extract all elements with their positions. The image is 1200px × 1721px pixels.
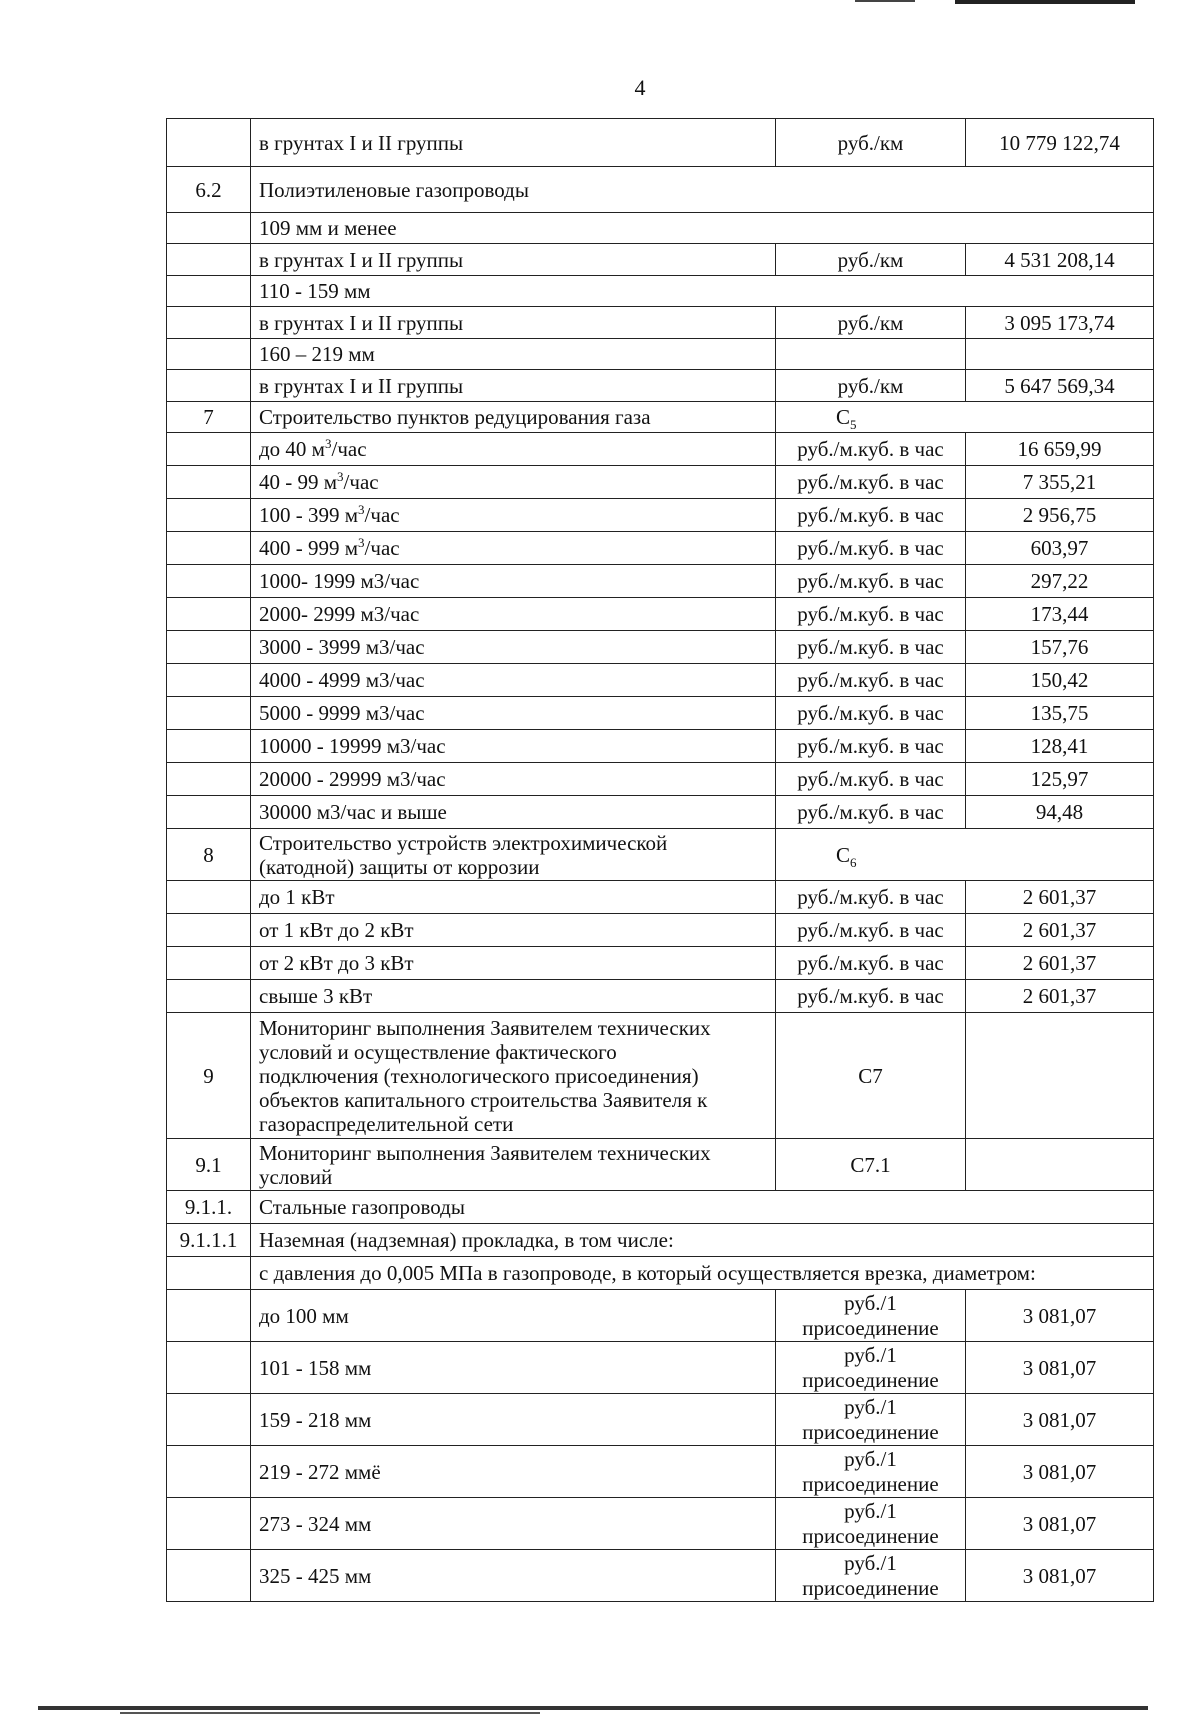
row-code: С7.1 bbox=[776, 1139, 966, 1191]
row-label: 101 - 158 мм bbox=[251, 1342, 776, 1394]
label-text: 400 - 999 м bbox=[259, 536, 359, 560]
row-label: 20000 - 29999 м3/час bbox=[251, 763, 776, 796]
row-unit: руб./км bbox=[776, 244, 966, 276]
row-label: в грунтах I и II группы bbox=[251, 244, 776, 276]
row-label: свыше 3 кВт bbox=[251, 980, 776, 1013]
label-line: газораспределительной сети bbox=[259, 1111, 514, 1136]
row-value: 16 659,99 bbox=[966, 433, 1154, 466]
row-label: 10000 - 19999 м3/час bbox=[251, 730, 776, 763]
row-number-cell bbox=[167, 881, 251, 914]
row-value: 3 081,07 bbox=[966, 1498, 1154, 1550]
row-number: 9.1.1. bbox=[167, 1191, 251, 1224]
row-unit: руб./м.куб. в час bbox=[776, 565, 966, 598]
row-unit: руб./м.куб. в час bbox=[776, 980, 966, 1013]
row-label: Наземная (надземная) прокладка, в том числе: bbox=[251, 1224, 1154, 1257]
table-row bbox=[167, 244, 1154, 276]
code-subscript: 6 bbox=[850, 854, 857, 870]
label-line: подключения (технологического присоединения) bbox=[259, 1063, 699, 1088]
row-value: 2 601,37 bbox=[966, 947, 1154, 980]
row-unit: руб./м.куб. в час bbox=[776, 433, 966, 466]
row-value-empty bbox=[966, 1013, 1154, 1139]
row-number-cell bbox=[167, 1394, 251, 1446]
row-number-cell bbox=[167, 1257, 251, 1290]
row-label: Строительство пунктов редуцирования газа bbox=[251, 402, 776, 433]
table-row bbox=[167, 829, 1154, 881]
label-line: условий bbox=[259, 1164, 333, 1189]
table-row bbox=[167, 119, 1154, 167]
unit-line: руб./1 bbox=[844, 1550, 897, 1575]
row-value: 157,76 bbox=[966, 631, 1154, 664]
row-number-cell bbox=[167, 276, 251, 307]
row-unit: руб./м.куб. в час bbox=[776, 532, 966, 565]
table-row bbox=[167, 276, 1154, 307]
row-unit: руб./м.куб. в час bbox=[776, 598, 966, 631]
row-number-cell bbox=[167, 664, 251, 697]
row-number-cell bbox=[167, 980, 251, 1013]
row-unit: руб./м.куб. в час bbox=[776, 664, 966, 697]
label-text: до 40 м bbox=[259, 437, 325, 461]
row-number-cell bbox=[167, 339, 251, 370]
row-value: 128,41 bbox=[966, 730, 1154, 763]
unit-line: присоединение bbox=[802, 1367, 939, 1392]
row-label: в грунтах I и II группы bbox=[251, 119, 776, 167]
table-row bbox=[167, 697, 1154, 730]
table-row bbox=[167, 307, 1154, 339]
row-unit: руб./м.куб. в час bbox=[776, 499, 966, 532]
row-label: от 2 кВт до 3 кВт bbox=[251, 947, 776, 980]
table-row bbox=[167, 1550, 1154, 1602]
row-number-cell bbox=[167, 631, 251, 664]
label-text: /час bbox=[343, 470, 379, 494]
scan-artifact-bottom bbox=[38, 1706, 1148, 1710]
row-unit: руб./м.куб. в час bbox=[776, 730, 966, 763]
row-number-cell bbox=[167, 914, 251, 947]
row-value: 3 081,07 bbox=[966, 1290, 1154, 1342]
label-text: /час bbox=[364, 503, 400, 527]
table-row bbox=[167, 881, 1154, 914]
row-number-cell bbox=[167, 1342, 251, 1394]
row-label bbox=[251, 829, 776, 881]
table-row bbox=[167, 433, 1154, 466]
row-value: 2 601,37 bbox=[966, 881, 1154, 914]
row-unit: руб./м.куб. в час bbox=[776, 947, 966, 980]
row-number-cell bbox=[167, 947, 251, 980]
row-value: 125,97 bbox=[966, 763, 1154, 796]
unit-line: руб./1 bbox=[844, 1342, 897, 1367]
row-value: 2 956,75 bbox=[966, 499, 1154, 532]
scan-artifact-bottom-2 bbox=[120, 1712, 540, 1714]
row-label: в грунтах I и II группы bbox=[251, 307, 776, 339]
label-superscript: 3 bbox=[358, 502, 365, 517]
table-row bbox=[167, 466, 1154, 499]
row-label bbox=[251, 1013, 776, 1139]
row-unit: руб./км bbox=[776, 370, 966, 402]
row-code: С7 bbox=[776, 1013, 966, 1139]
unit-line: присоединение bbox=[802, 1471, 939, 1496]
row-number-cell bbox=[167, 1290, 251, 1342]
row-unit: руб./м.куб. в час bbox=[776, 796, 966, 829]
row-label bbox=[251, 532, 776, 565]
row-label: 4000 - 4999 м3/час bbox=[251, 664, 776, 697]
row-number: 8 bbox=[167, 829, 251, 881]
row-unit bbox=[776, 1342, 966, 1394]
row-label: 30000 м3/час и выше bbox=[251, 796, 776, 829]
row-value: 3 081,07 bbox=[966, 1394, 1154, 1446]
row-number-cell bbox=[167, 1498, 251, 1550]
row-unit-empty bbox=[776, 339, 966, 370]
table-row bbox=[167, 213, 1154, 244]
row-value-empty bbox=[966, 339, 1154, 370]
row-number-cell bbox=[167, 499, 251, 532]
table-row bbox=[167, 664, 1154, 697]
row-value: 7 355,21 bbox=[966, 466, 1154, 499]
table-row bbox=[167, 499, 1154, 532]
row-number-cell bbox=[167, 119, 251, 167]
row-unit bbox=[776, 1550, 966, 1602]
row-label: 273 - 324 мм bbox=[251, 1498, 776, 1550]
row-label: от 1 кВт до 2 кВт bbox=[251, 914, 776, 947]
label-line: Мониторинг выполнения Заявителем технических bbox=[259, 1015, 711, 1040]
row-value: 4 531 208,14 bbox=[966, 244, 1154, 276]
row-number-cell bbox=[167, 433, 251, 466]
row-label: в грунтах I и II группы bbox=[251, 370, 776, 402]
row-number-cell bbox=[167, 730, 251, 763]
row-value: 10 779 122,74 bbox=[966, 119, 1154, 167]
unit-line: руб./1 bbox=[844, 1446, 897, 1471]
row-number: 7 bbox=[167, 402, 251, 433]
row-unit bbox=[776, 1498, 966, 1550]
row-label: 3000 - 3999 м3/час bbox=[251, 631, 776, 664]
row-unit: руб./км bbox=[776, 119, 966, 167]
row-number-cell bbox=[167, 466, 251, 499]
row-number-cell bbox=[167, 796, 251, 829]
table-row bbox=[167, 1446, 1154, 1498]
table-row bbox=[167, 532, 1154, 565]
row-label: 109 мм и менее bbox=[251, 213, 1154, 244]
row-unit: руб./м.куб. в час bbox=[776, 697, 966, 730]
row-number-cell bbox=[167, 532, 251, 565]
row-number-cell bbox=[167, 697, 251, 730]
table-row bbox=[167, 370, 1154, 402]
table-row bbox=[167, 631, 1154, 664]
row-number-cell bbox=[167, 1550, 251, 1602]
code-main: C bbox=[836, 842, 851, 867]
table-row bbox=[167, 947, 1154, 980]
table-row bbox=[167, 167, 1154, 213]
row-value: 150,42 bbox=[966, 664, 1154, 697]
table-row bbox=[167, 980, 1154, 1013]
row-label: Стальные газопроводы bbox=[251, 1191, 1154, 1224]
row-number-cell bbox=[167, 370, 251, 402]
table-row bbox=[167, 1013, 1154, 1139]
row-label bbox=[251, 466, 776, 499]
row-number-cell bbox=[167, 565, 251, 598]
row-value: 3 081,07 bbox=[966, 1342, 1154, 1394]
table-row bbox=[167, 1290, 1154, 1342]
row-label: с давления до 0,005 МПа в газопроводе, в который осуществляется врезка, диаметром: bbox=[251, 1257, 1154, 1290]
row-label: 325 - 425 мм bbox=[251, 1550, 776, 1602]
unit-line: присоединение bbox=[802, 1419, 939, 1444]
table-row bbox=[167, 796, 1154, 829]
row-value: 3 095 173,74 bbox=[966, 307, 1154, 339]
label-superscript: 3 bbox=[324, 436, 332, 451]
table-row bbox=[167, 1257, 1154, 1290]
row-label: 1000- 1999 м3/час bbox=[251, 565, 776, 598]
table-row bbox=[167, 1342, 1154, 1394]
table-row bbox=[167, 1498, 1154, 1550]
unit-line: присоединение bbox=[802, 1575, 939, 1600]
row-number: 9.1.1.1 bbox=[167, 1224, 251, 1257]
row-label: 219 - 272 ммё bbox=[251, 1446, 776, 1498]
tariff-table bbox=[166, 118, 1154, 1602]
table-row bbox=[167, 1191, 1154, 1224]
row-number: 9.1 bbox=[167, 1139, 251, 1191]
unit-line: руб./1 bbox=[844, 1498, 897, 1523]
row-number-cell bbox=[167, 598, 251, 631]
row-label: до 1 кВт bbox=[251, 881, 776, 914]
row-unit: руб./м.куб. в час bbox=[776, 763, 966, 796]
label-superscript: 3 bbox=[337, 469, 344, 484]
row-unit bbox=[776, 1290, 966, 1342]
label-text: /час bbox=[331, 437, 367, 461]
table-row bbox=[167, 402, 1154, 433]
row-value: 3 081,07 bbox=[966, 1446, 1154, 1498]
label-line: объектов капитального строительства Заявителя к bbox=[259, 1087, 708, 1112]
page-number: 4 bbox=[634, 75, 646, 100]
label-superscript: 3 bbox=[358, 535, 365, 550]
row-unit bbox=[776, 1394, 966, 1446]
row-code bbox=[776, 829, 1154, 881]
row-value: 2 601,37 bbox=[966, 914, 1154, 947]
table-row bbox=[167, 598, 1154, 631]
table-row bbox=[167, 565, 1154, 598]
row-label bbox=[251, 1139, 776, 1191]
row-value-empty bbox=[966, 1139, 1154, 1191]
row-label: 5000 - 9999 м3/час bbox=[251, 697, 776, 730]
row-label bbox=[251, 433, 776, 466]
row-value: 2 601,37 bbox=[966, 980, 1154, 1013]
row-number-cell bbox=[167, 1446, 251, 1498]
row-number-cell bbox=[167, 213, 251, 244]
label-line: (катодной) защиты от коррозии bbox=[259, 854, 540, 879]
code-main: C bbox=[836, 405, 851, 429]
code-subscript: 5 bbox=[850, 417, 857, 433]
row-code bbox=[776, 402, 1154, 433]
row-value: 5 647 569,34 bbox=[966, 370, 1154, 402]
row-label: 2000- 2999 м3/час bbox=[251, 598, 776, 631]
table-row bbox=[167, 914, 1154, 947]
table-row bbox=[167, 339, 1154, 370]
row-value: 3 081,07 bbox=[966, 1550, 1154, 1602]
row-label: 159 - 218 мм bbox=[251, 1394, 776, 1446]
row-value: 173,44 bbox=[966, 598, 1154, 631]
unit-line: руб./1 bbox=[844, 1394, 897, 1419]
row-number: 9 bbox=[167, 1013, 251, 1139]
row-label: до 100 мм bbox=[251, 1290, 776, 1342]
row-value: 297,22 bbox=[966, 565, 1154, 598]
row-unit: руб./м.куб. в час bbox=[776, 631, 966, 664]
label-line: Мониторинг выполнения Заявителем технических bbox=[259, 1140, 711, 1165]
row-label: Полиэтиленовые газопроводы bbox=[251, 167, 1154, 213]
unit-line: присоединение bbox=[802, 1315, 939, 1340]
unit-line: присоединение bbox=[802, 1523, 939, 1548]
label-text: 100 - 399 м bbox=[259, 503, 359, 527]
row-label bbox=[251, 499, 776, 532]
row-label: 110 - 159 мм bbox=[251, 276, 1154, 307]
row-number: 6.2 bbox=[167, 167, 251, 213]
row-unit: руб./м.куб. в час bbox=[776, 914, 966, 947]
table-row bbox=[167, 1224, 1154, 1257]
scan-artifact-top bbox=[855, 0, 1140, 4]
row-number-cell bbox=[167, 307, 251, 339]
label-text: 40 - 99 м bbox=[259, 470, 338, 494]
label-text: /час bbox=[364, 536, 400, 560]
row-unit: руб./м.куб. в час bbox=[776, 466, 966, 499]
table-row bbox=[167, 763, 1154, 796]
row-unit: руб./км bbox=[776, 307, 966, 339]
row-label: 160 – 219 мм bbox=[251, 339, 776, 370]
label-line: условий и осуществление фактического bbox=[259, 1039, 617, 1064]
label-line: Строительство устройств электрохимической bbox=[259, 830, 668, 855]
row-value: 603,97 bbox=[966, 532, 1154, 565]
row-unit bbox=[776, 1446, 966, 1498]
row-number-cell bbox=[167, 244, 251, 276]
row-value: 135,75 bbox=[966, 697, 1154, 730]
unit-line: руб./1 bbox=[844, 1290, 897, 1315]
row-value: 94,48 bbox=[966, 796, 1154, 829]
row-number-cell bbox=[167, 763, 251, 796]
table-row bbox=[167, 730, 1154, 763]
table-row bbox=[167, 1139, 1154, 1191]
row-unit: руб./м.куб. в час bbox=[776, 881, 966, 914]
table-row bbox=[167, 1394, 1154, 1446]
